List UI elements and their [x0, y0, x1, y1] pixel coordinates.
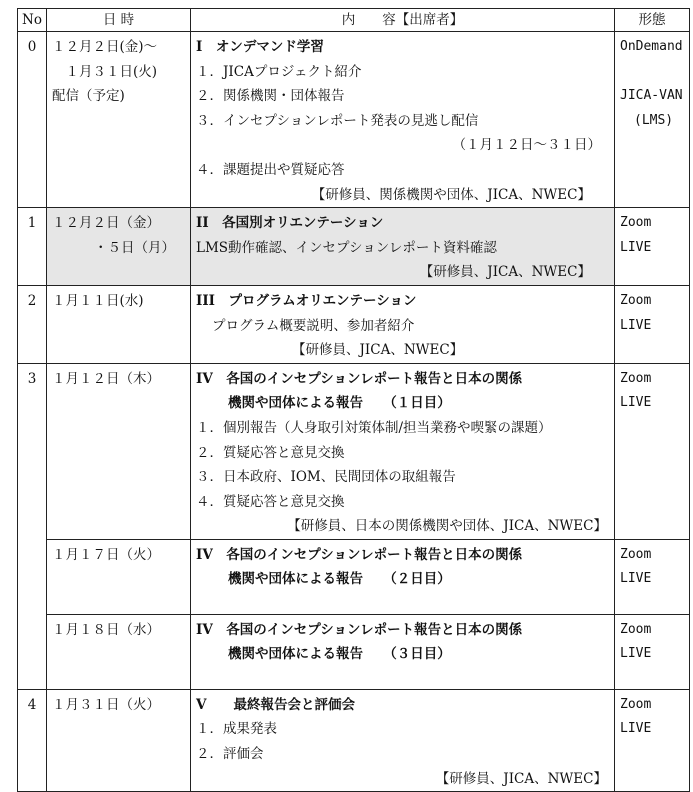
row-number: 1: [18, 208, 47, 286]
mode-line: JICA-VAN: [620, 88, 683, 104]
attendees: 【研修員、関係機関や団体、JICA、NWEC】: [311, 186, 591, 203]
date-line: 配信（予定): [52, 88, 125, 105]
mode-line: LIVE: [620, 317, 652, 333]
header-date: 日 時: [47, 9, 191, 32]
row-number: 4: [18, 689, 47, 791]
agenda-item: １．成果発表: [196, 721, 277, 738]
table-row: [18, 208, 690, 286]
mode-line: Zoom: [620, 215, 652, 231]
row-date: [47, 363, 191, 539]
session-title-cont: 機関や団体による報告 （１日目）: [228, 395, 451, 412]
session-body: プログラム概要説明、参加者紹介: [212, 317, 415, 334]
mode-line: OnDemand: [620, 39, 683, 54]
row-date: [47, 689, 191, 791]
date-line: １月３１日(火): [52, 63, 158, 80]
header-mode: 形態: [615, 9, 690, 32]
row-date: [47, 32, 191, 208]
schedule-table: [17, 8, 690, 792]
date-line: １月１２日（木）: [52, 370, 160, 387]
agenda-item: ２．評価会: [196, 746, 264, 763]
row-mode: [615, 32, 690, 208]
date-line: １月１１日(水): [52, 292, 144, 309]
attendees: 【研修員、JICA、NWEC】: [419, 264, 591, 281]
mode-line: (LMS): [634, 112, 674, 128]
row-date: [47, 285, 191, 363]
date-line: １月１７日（火）: [52, 546, 160, 563]
row-content: [191, 208, 615, 286]
mode-line: LIVE: [620, 395, 652, 411]
table-row: [18, 539, 690, 614]
mode-line: LIVE: [620, 239, 652, 255]
date-line: １２月２日(金)～: [52, 39, 158, 55]
row-content: [191, 363, 615, 539]
row-mode: [615, 208, 690, 286]
agenda-item: １．JICAプロジェクト紹介: [196, 63, 362, 80]
mode-line: Zoom: [620, 370, 652, 386]
agenda-item: ３．日本政府、IOM、民間団体の取組報告: [196, 469, 456, 486]
row-number: 3: [18, 363, 47, 689]
table-row: [18, 614, 690, 689]
agenda-item: ３．インセプションレポート発表の見逃し配信: [196, 112, 479, 129]
mode-line: Zoom: [620, 292, 652, 308]
date-line: １月３１日（火）: [52, 696, 160, 713]
mode-line: LIVE: [620, 721, 652, 737]
table-header-row: [18, 9, 690, 32]
row-date: [47, 208, 191, 286]
header-no: No: [18, 9, 47, 32]
row-number: 0: [18, 32, 47, 208]
mode-line: Zoom: [620, 621, 652, 637]
mode-line: Zoom: [620, 546, 652, 562]
row-content: [191, 689, 615, 791]
table-row: [18, 285, 690, 363]
agenda-item: ２．関係機関・団体報告: [196, 88, 345, 105]
row-mode: [615, 689, 690, 791]
session-title-cont: 機関や団体による報告 （２日目）: [228, 571, 451, 588]
date-line: ・５日（月）: [94, 239, 175, 256]
agenda-item: ２．質疑応答と意見交換: [196, 444, 345, 461]
row-mode: [615, 539, 690, 614]
session-title: IV 各国のインセプションレポート報告と日本の関係: [196, 621, 523, 638]
mode-line: LIVE: [620, 571, 652, 587]
row-mode: [615, 285, 690, 363]
row-content: [191, 539, 615, 614]
mode-line: Zoom: [620, 696, 652, 712]
attendees: 【研修員、日本の関係機関や団体、JICA、NWEC】: [287, 518, 607, 535]
session-title: III プログラムオリエンテーション: [196, 292, 417, 309]
attendees: 【研修員、JICA、NWEC】: [292, 342, 464, 359]
agenda-item: ４．質疑応答と意見交換: [196, 493, 345, 510]
session-title: II 各国別オリエンテーション: [196, 215, 384, 232]
attendees: 【研修員、JICA、NWEC】: [435, 770, 607, 787]
agenda-item: ４．課題提出や質疑応答: [196, 161, 345, 178]
row-number: 2: [18, 285, 47, 363]
table-row: [18, 32, 690, 208]
row-date: [47, 614, 191, 689]
row-date: [47, 539, 191, 614]
session-title: I オンデマンド学習: [196, 39, 324, 55]
session-title-cont: 機関や団体による報告 （３日目）: [228, 646, 451, 663]
mode-spacer: [620, 60, 684, 85]
delivery-period: （１月１２日～３１日）: [452, 137, 601, 154]
session-title: IV 各国のインセプションレポート報告と日本の関係: [196, 370, 523, 387]
row-mode: [615, 614, 690, 689]
table-row: [18, 363, 690, 539]
session-title: IV 各国のインセプションレポート報告と日本の関係: [196, 546, 523, 563]
header-content: 内 容【出席者】: [191, 9, 615, 32]
row-content: [191, 32, 615, 208]
agenda-item: １．個別報告（人身取引対策体制/担当業務や喫緊の課題）: [196, 419, 552, 436]
row-content: [191, 285, 615, 363]
table-row: [18, 689, 690, 791]
date-line: １月１８日（水）: [52, 621, 160, 638]
row-content: [191, 614, 615, 689]
mode-line: LIVE: [620, 646, 652, 662]
session-body: LMS動作確認、インセプションレポート資料確認: [196, 239, 497, 256]
date-line: １２月２日（金）: [52, 215, 160, 232]
session-title: V 最終報告会と評価会: [196, 696, 355, 713]
row-mode: [615, 363, 690, 539]
